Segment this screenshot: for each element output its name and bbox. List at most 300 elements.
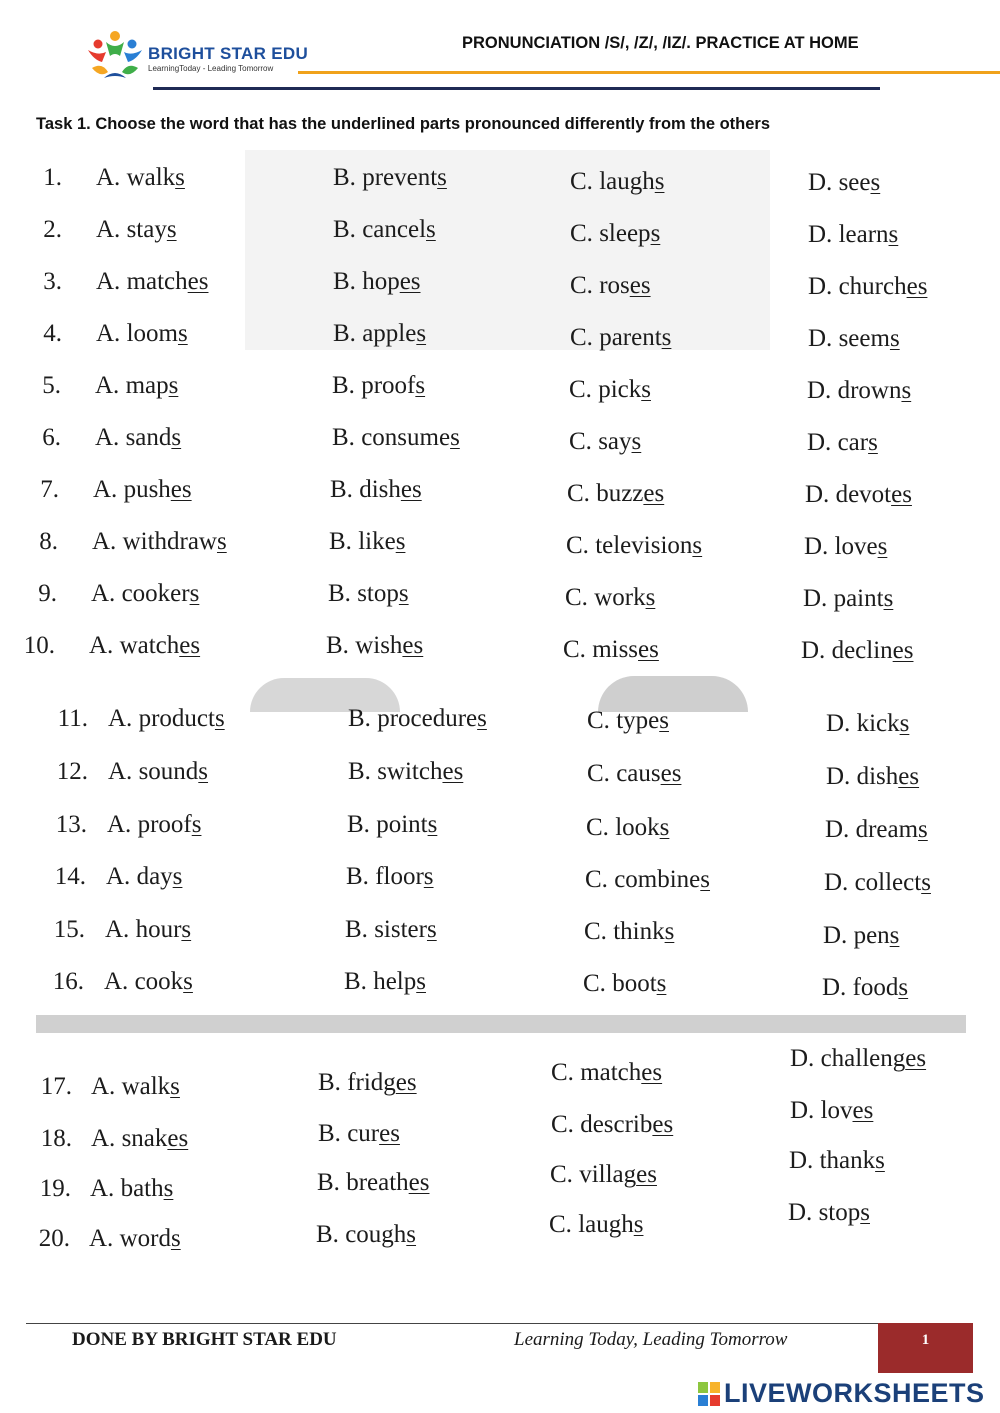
- underlined-ending: s: [395, 528, 406, 555]
- option-word-stem: walk: [126, 164, 176, 191]
- option-letter: A.: [108, 758, 133, 785]
- option-letter: A.: [91, 580, 116, 607]
- answer-option-c[interactable]: [587, 706, 669, 736]
- option-word-stem: product: [138, 705, 215, 732]
- answer-option-a[interactable]: [89, 631, 200, 661]
- underlined-ending: s: [659, 707, 669, 734]
- answer-option-b[interactable]: [332, 371, 425, 401]
- question-number: 10.: [23, 632, 55, 659]
- underlined-ending: es: [442, 758, 464, 785]
- answer-option-b[interactable]: [316, 1220, 416, 1250]
- answer-option-d[interactable]: [808, 272, 927, 302]
- answer-option-d[interactable]: [826, 709, 909, 739]
- option-word-stem: television: [595, 532, 693, 559]
- answer-option-b[interactable]: [329, 527, 405, 557]
- answer-option-b[interactable]: [318, 1119, 400, 1149]
- underlined-ending: es: [167, 1125, 189, 1152]
- option-letter: D.: [824, 869, 849, 896]
- option-word-stem: point: [376, 811, 428, 838]
- option-word-stem: boot: [612, 970, 657, 997]
- underlined-ending: s: [175, 164, 185, 191]
- option-letter: D.: [808, 221, 833, 248]
- underlined-ending: es: [852, 1097, 874, 1124]
- underlined-ending: es: [400, 476, 422, 503]
- answer-option-a[interactable]: [107, 810, 201, 840]
- option-letter: A.: [89, 632, 114, 659]
- underlined-ending: s: [450, 424, 460, 451]
- option-word-stem: laugh: [578, 1211, 634, 1238]
- answer-option-c[interactable]: [584, 917, 674, 947]
- underlined-ending: s: [633, 1211, 644, 1238]
- underlined-ending: s: [650, 220, 661, 247]
- option-word-stem: love: [834, 533, 878, 560]
- option-letter: D.: [807, 429, 832, 456]
- answer-option-c[interactable]: [567, 479, 664, 509]
- option-letter: A.: [91, 1125, 116, 1152]
- answer-option-a[interactable]: [108, 704, 225, 734]
- option-letter: C.: [569, 428, 592, 455]
- option-letter: C.: [570, 324, 593, 351]
- underlined-ending: es: [660, 760, 682, 787]
- underlined-ending: s: [645, 584, 656, 611]
- question-row: [0, 319, 1000, 359]
- answer-option-a[interactable]: [96, 267, 208, 297]
- answer-option-b[interactable]: [333, 163, 447, 193]
- underlined-ending: s: [898, 974, 909, 1001]
- underlined-ending: s: [426, 916, 437, 943]
- answer-option-c[interactable]: [570, 271, 651, 301]
- option-letter: D.: [808, 169, 833, 196]
- question-row: [0, 475, 1000, 515]
- option-word-stem: devot: [835, 481, 892, 508]
- answer-option-c[interactable]: [563, 635, 659, 665]
- underlined-ending: s: [860, 1199, 870, 1226]
- option-word-stem: consume: [361, 424, 451, 451]
- footer-credit: DONE BY BRIGHT STAR EDU: [72, 1329, 337, 1350]
- option-word-stem: day: [136, 863, 173, 890]
- option-letter: D.: [826, 763, 851, 790]
- logo-name: BRIGHT STAR EDU: [148, 44, 309, 63]
- answer-option-c[interactable]: [565, 583, 655, 613]
- option-letter: C.: [551, 1111, 574, 1138]
- question-number: 9.: [38, 580, 57, 607]
- answer-option-b[interactable]: [333, 215, 436, 245]
- option-letter: D.: [808, 325, 833, 352]
- underlined-ending: s: [172, 863, 183, 890]
- option-word-stem: hop: [362, 268, 400, 295]
- option-letter: A.: [96, 320, 121, 347]
- answer-option-d[interactable]: [823, 921, 899, 951]
- underlined-ending: s: [664, 918, 675, 945]
- question-number: 12.: [56, 758, 88, 785]
- underlined-ending: es: [891, 481, 912, 508]
- underlined-ending: s: [181, 916, 192, 943]
- answer-option-c[interactable]: [550, 1160, 657, 1190]
- answer-option-d[interactable]: [788, 1198, 870, 1228]
- underlined-ending: s: [171, 424, 182, 451]
- underlined-ending: s: [426, 216, 436, 243]
- answer-option-a[interactable]: [91, 1072, 180, 1102]
- answer-option-c[interactable]: [569, 375, 651, 405]
- answer-option-b[interactable]: [345, 915, 437, 945]
- answer-option-c[interactable]: [551, 1058, 662, 1088]
- option-letter: C.: [570, 168, 593, 195]
- answer-option-c[interactable]: [570, 219, 660, 249]
- question-row: [0, 704, 1000, 744]
- brand-logo: [84, 28, 309, 88]
- option-letter: C.: [587, 760, 610, 787]
- answer-option-d[interactable]: [824, 868, 931, 898]
- question-row: [0, 967, 1000, 1007]
- option-letter: A.: [95, 372, 120, 399]
- underlined-ending: s: [700, 866, 711, 893]
- underlined-ending: s: [877, 533, 888, 560]
- question-row: [0, 1199, 1000, 1264]
- header-rule-navy: [153, 87, 880, 90]
- question-number: 19.: [39, 1175, 71, 1202]
- option-word-stem: kick: [856, 710, 900, 737]
- answer-option-b[interactable]: [344, 967, 426, 997]
- answer-option-b[interactable]: [326, 631, 423, 661]
- answer-option-a[interactable]: [91, 579, 199, 609]
- option-letter: D.: [789, 1147, 814, 1174]
- option-word-stem: hour: [135, 916, 182, 943]
- answer-option-a[interactable]: [105, 915, 191, 945]
- answer-option-a[interactable]: [89, 1224, 181, 1254]
- liveworksheets-logo-icon: [698, 1382, 720, 1406]
- option-letter: C.: [584, 918, 607, 945]
- answer-option-a[interactable]: [91, 1124, 188, 1154]
- option-letter: A.: [108, 705, 133, 732]
- answer-option-b[interactable]: [346, 862, 434, 892]
- option-word-stem: match: [126, 268, 188, 295]
- option-letter: A.: [96, 268, 121, 295]
- option-letter: C.: [549, 1211, 572, 1238]
- option-word-stem: match: [580, 1059, 642, 1086]
- option-letter: C.: [570, 272, 593, 299]
- answer-option-d[interactable]: [822, 973, 908, 1003]
- answer-option-b[interactable]: [318, 1068, 417, 1098]
- underlined-ending: s: [875, 1147, 885, 1174]
- answer-option-c[interactable]: [569, 427, 641, 457]
- answer-option-b[interactable]: [332, 423, 460, 453]
- underlined-ending: s: [631, 428, 642, 455]
- underlined-ending: es: [399, 268, 421, 295]
- question-number: 6.: [42, 424, 61, 451]
- answer-option-d[interactable]: [808, 220, 898, 250]
- question-number: 17.: [40, 1073, 72, 1100]
- answer-option-a[interactable]: [93, 475, 192, 505]
- option-letter: B.: [348, 758, 371, 785]
- answer-option-d[interactable]: [808, 168, 880, 198]
- option-letter: A.: [96, 164, 121, 191]
- option-word-stem: sister: [374, 916, 427, 943]
- answer-option-d[interactable]: [790, 1044, 926, 1074]
- option-word-stem: loom: [126, 320, 178, 347]
- answer-option-c[interactable]: [587, 759, 681, 789]
- answer-option-d[interactable]: [789, 1146, 885, 1176]
- option-letter: B.: [317, 1169, 340, 1196]
- underlined-ending: s: [883, 585, 894, 612]
- question-row: [0, 757, 1000, 797]
- option-word-stem: sound: [138, 758, 199, 785]
- option-word-stem: wish: [355, 632, 403, 659]
- option-word-stem: church: [838, 273, 907, 300]
- option-letter: B.: [333, 164, 356, 191]
- option-letter: B.: [328, 580, 351, 607]
- option-letter: B.: [333, 268, 356, 295]
- option-word-stem: like: [358, 528, 396, 555]
- question-number: 3.: [43, 268, 62, 295]
- answer-option-c[interactable]: [570, 323, 671, 353]
- answer-option-a[interactable]: [106, 862, 182, 892]
- underlined-ending: s: [416, 968, 426, 995]
- answer-option-a[interactable]: [96, 163, 185, 193]
- option-word-stem: cooker: [121, 580, 190, 607]
- option-letter: A.: [106, 863, 131, 890]
- underlined-ending: s: [170, 1225, 181, 1252]
- option-word-stem: dish: [856, 763, 899, 790]
- option-letter: B.: [333, 216, 356, 243]
- question-row: [0, 527, 1000, 567]
- option-word-stem: say: [598, 428, 632, 455]
- option-word-stem: seem: [838, 325, 890, 352]
- option-letter: C.: [565, 584, 588, 611]
- answer-option-b[interactable]: [333, 319, 426, 349]
- answer-option-c[interactable]: [583, 969, 666, 999]
- answer-option-a[interactable]: [90, 1174, 173, 1204]
- option-letter: D.: [823, 922, 848, 949]
- underlined-ending: s: [416, 320, 427, 347]
- option-word-stem: dream: [855, 816, 919, 843]
- option-letter: B.: [333, 320, 356, 347]
- option-letter: D.: [822, 974, 847, 1001]
- question-row: [0, 631, 1000, 671]
- option-letter: C.: [587, 707, 610, 734]
- option-word-stem: snak: [121, 1125, 168, 1152]
- option-word-stem: procedure: [377, 705, 478, 732]
- option-word-stem: apple: [362, 320, 417, 347]
- option-word-stem: parent: [599, 324, 662, 351]
- answer-option-d[interactable]: [804, 532, 887, 562]
- option-word-stem: switch: [377, 758, 443, 785]
- answer-option-c[interactable]: [551, 1110, 673, 1140]
- option-letter: D.: [804, 533, 829, 560]
- option-word-stem: learn: [838, 221, 889, 248]
- footer-rule: [26, 1323, 878, 1324]
- answer-option-b[interactable]: [347, 810, 437, 840]
- logo-tagline: LearningToday - Leading Tomorrow: [148, 64, 274, 73]
- underlined-ending: s: [415, 372, 426, 399]
- answer-option-c[interactable]: [549, 1210, 643, 1240]
- option-word-stem: stay: [126, 216, 167, 243]
- option-letter: C.: [566, 532, 589, 559]
- option-letter: C.: [551, 1059, 574, 1086]
- underlined-ending: s: [889, 922, 900, 949]
- option-word-stem: push: [123, 476, 171, 503]
- underlined-ending: es: [652, 1111, 674, 1138]
- option-letter: B.: [345, 916, 368, 943]
- underlined-ending: es: [898, 763, 920, 790]
- underlined-ending: es: [906, 273, 928, 300]
- option-letter: B.: [344, 968, 367, 995]
- task-title: Task 1. Choose the word that has the underlined parts pronounced differently from the others: [36, 115, 771, 133]
- answer-option-a[interactable]: [95, 371, 178, 401]
- answer-option-a[interactable]: [92, 527, 227, 557]
- option-letter: B.: [330, 476, 353, 503]
- option-letter: D.: [788, 1199, 813, 1226]
- answer-option-d[interactable]: [807, 376, 911, 406]
- answer-option-b[interactable]: [348, 704, 487, 734]
- page-number: 1: [921, 1332, 930, 1348]
- option-letter: D.: [825, 816, 850, 843]
- option-word-stem: declin: [831, 637, 893, 664]
- question-number: 16.: [52, 968, 84, 995]
- answer-option-d[interactable]: [790, 1096, 873, 1126]
- option-letter: B.: [347, 811, 370, 838]
- underlined-ending: s: [641, 376, 651, 403]
- underlined-ending: es: [638, 636, 659, 663]
- option-word-stem: laugh: [599, 168, 655, 195]
- option-letter: D.: [790, 1097, 815, 1124]
- option-word-stem: pen: [853, 922, 890, 949]
- option-word-stem: collect: [854, 869, 922, 896]
- option-word-stem: word: [119, 1225, 171, 1252]
- underlined-ending: s: [889, 325, 900, 352]
- option-word-stem: cur: [347, 1120, 380, 1147]
- answer-option-c[interactable]: [585, 865, 710, 895]
- option-letter: A.: [96, 216, 121, 243]
- underlined-ending: s: [899, 710, 910, 737]
- option-letter: C.: [550, 1161, 573, 1188]
- answer-option-d[interactable]: [803, 584, 893, 614]
- answer-option-a[interactable]: [96, 215, 177, 245]
- underlined-ending: s: [214, 705, 225, 732]
- answer-option-a[interactable]: [104, 967, 193, 997]
- header-rule-orange: [298, 71, 1000, 74]
- answer-option-b[interactable]: [317, 1168, 429, 1198]
- star-people-icon: [84, 28, 146, 86]
- underlined-ending: es: [402, 632, 424, 659]
- underlined-ending: s: [654, 168, 665, 195]
- option-letter: C.: [585, 866, 608, 893]
- question-row: [0, 215, 1000, 255]
- question-row: [0, 371, 1000, 411]
- underlined-ending: s: [170, 1073, 180, 1100]
- answer-option-c[interactable]: [586, 813, 669, 843]
- option-letter: A.: [93, 476, 118, 503]
- option-word-stem: lov: [820, 1097, 853, 1124]
- answer-option-d[interactable]: [805, 480, 912, 510]
- option-word-stem: watch: [119, 632, 180, 659]
- option-letter: D.: [790, 1045, 815, 1072]
- underlined-ending: s: [921, 869, 931, 896]
- question-number: 7.: [40, 476, 59, 503]
- answer-option-b[interactable]: [348, 757, 463, 787]
- answer-option-d[interactable]: [826, 762, 919, 792]
- option-word-stem: stop: [357, 580, 399, 607]
- answer-option-d[interactable]: [801, 636, 913, 666]
- answer-option-c[interactable]: [570, 167, 664, 197]
- answer-option-d[interactable]: [825, 815, 928, 845]
- underlined-ending: s: [437, 164, 447, 191]
- answer-option-d[interactable]: [807, 428, 878, 458]
- option-word-stem: proof: [361, 372, 416, 399]
- answer-option-a[interactable]: [95, 423, 181, 453]
- answer-option-b[interactable]: [328, 579, 409, 609]
- underlined-ending: es: [636, 1161, 657, 1188]
- underlined-ending: s: [183, 968, 193, 995]
- document-title: PRONUNCIATION /S/, /Z/, /IZ/. PRACTICE AT HOME: [462, 34, 859, 52]
- option-word-stem: breath: [346, 1169, 409, 1196]
- option-letter: A.: [95, 424, 120, 451]
- option-word-stem: food: [852, 974, 899, 1001]
- underlined-ending: es: [170, 476, 192, 503]
- option-word-stem: map: [125, 372, 169, 399]
- page-number-box: [878, 1323, 973, 1373]
- option-word-stem: prevent: [362, 164, 438, 191]
- option-letter: B.: [326, 632, 349, 659]
- question-row: [0, 862, 1000, 902]
- underlined-ending: s: [656, 970, 667, 997]
- option-word-stem: help: [373, 968, 417, 995]
- option-word-stem: miss: [592, 636, 639, 663]
- answer-option-a[interactable]: [96, 319, 188, 349]
- option-word-stem: walk: [121, 1073, 171, 1100]
- underlined-ending: s: [406, 1221, 417, 1248]
- question-row: [0, 423, 1000, 463]
- question-row: [0, 267, 1000, 307]
- underlined-ending: s: [398, 580, 409, 607]
- answer-option-b[interactable]: [333, 267, 421, 297]
- question-row: [0, 579, 1000, 619]
- option-word-stem: combine: [614, 866, 701, 893]
- underlined-ending: s: [177, 320, 188, 347]
- underlined-ending: s: [191, 811, 202, 838]
- option-letter: A.: [89, 1225, 114, 1252]
- question-number: 2.: [43, 216, 62, 243]
- underlined-ending: s: [189, 580, 200, 607]
- option-letter: A.: [104, 968, 129, 995]
- option-word-stem: withdraw: [122, 528, 217, 555]
- underlined-ending: s: [692, 532, 703, 559]
- option-word-stem: car: [837, 429, 869, 456]
- underlined-ending: es: [179, 632, 201, 659]
- option-letter: D.: [807, 377, 832, 404]
- option-word-stem: proof: [137, 811, 192, 838]
- option-letter: D.: [801, 637, 826, 664]
- question-number: 18.: [40, 1125, 72, 1152]
- watermark-band: [36, 1015, 966, 1033]
- underlined-ending: es: [905, 1045, 927, 1072]
- option-letter: C.: [583, 970, 606, 997]
- question-number: 13.: [55, 811, 87, 838]
- option-letter: B.: [316, 1221, 339, 1248]
- option-letter: D.: [808, 273, 833, 300]
- answer-option-d[interactable]: [808, 324, 900, 354]
- underlined-ending: s: [423, 863, 434, 890]
- underlined-ending: es: [379, 1120, 400, 1147]
- liveworksheets-wordmark: LIVEWORKSHEETS: [724, 1378, 985, 1408]
- answer-option-b[interactable]: [330, 475, 422, 505]
- answer-option-c[interactable]: [566, 531, 702, 561]
- option-letter: A.: [91, 1073, 116, 1100]
- option-letter: C.: [567, 480, 590, 507]
- answer-option-a[interactable]: [108, 757, 208, 787]
- option-word-stem: see: [838, 169, 871, 196]
- underlined-ending: s: [870, 169, 881, 196]
- option-letter: C.: [586, 814, 609, 841]
